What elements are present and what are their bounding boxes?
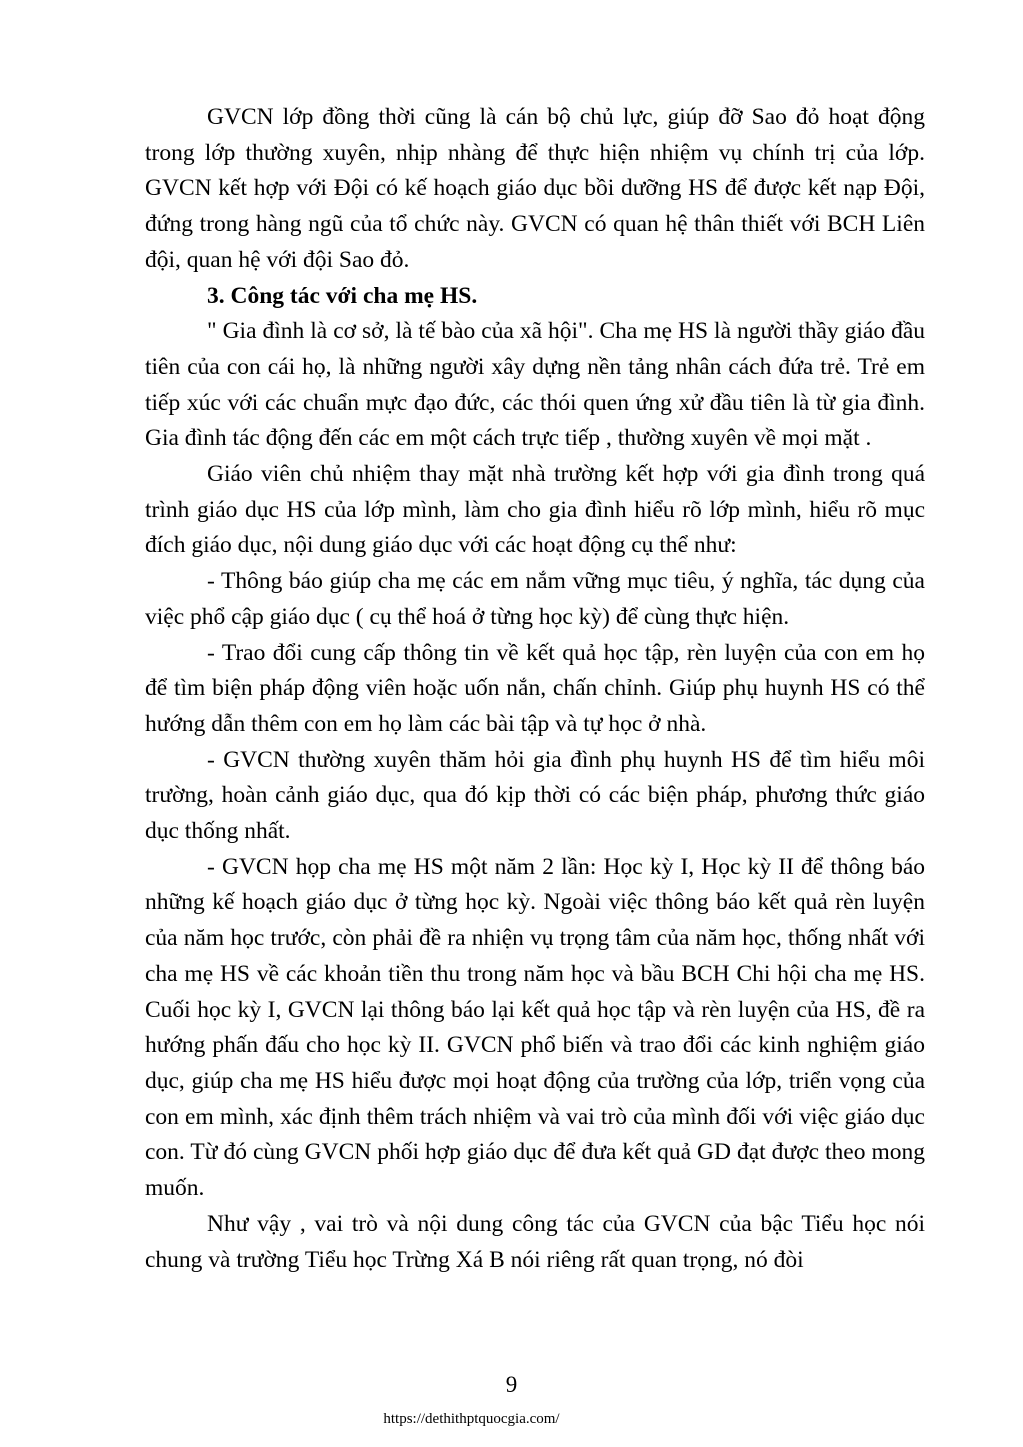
paragraph-gia-dinh: " Gia đình là cơ sở, là tế bào của xã hội". Cha mẹ HS là người thầy giáo đầu tiên của con cái họ, là những người xây dựng nền tảng nhân cách đứa trẻ. Trẻ em tiếp xúc với các chuẩn mực đạo đức, các thói quen ứng xử đầu tiên là từ gia đình. Gia đình tác động đến các em một cách trực tiếp , thường xuyên về mọi mặt . xyxy=(145,318,925,452)
list-item-thong-bao: - Thông báo giúp cha mẹ các em nắm vững mục tiêu, ý nghĩa, tác dụng của việc phổ cập giáo dục ( cụ thể hoá ở từng học kỳ) để cùng thực hiện. xyxy=(145,568,925,630)
list-item-hop-cha-me: - GVCN họp cha mẹ HS một năm 2 lần: Học kỳ I, Học kỳ II để thông báo những kế hoạch giáo dục ở từng học kỳ. Ngoài việc thông báo kết quả rèn luyện của năm học trước, còn phải đề ra nhiện vụ trọng tâm của năm học, thống nhất với cha mẹ HS về các khoản tiền thu trong năm học và bầu BCH Chi hội cha mẹ HS. Cuối học kỳ I, GVCN lại thông báo lại kết quả học tập và rèn luyện của HS, đề ra hướng phấn đấu cho học kỳ II. GVCN phổ biến và trao đổi các kinh nghiệm giáo dục, giúp cha mẹ HS hiểu được mọi hoạt động của trường của lớp, triển vọng của con em mình, xác định thêm trách nhiệm và vai trò của mình đối với việc giáo dục con. Từ đó cùng GVCN phối hợp giáo dục để đưa kết quả GD đạt được theo mong muốn. xyxy=(145,853,925,1202)
paragraph-gvcn-ket-hop: Giáo viên chủ nhiệm thay mặt nhà trường kết hợp với gia đình trong quá trình giáo dục HS của lớp mình, làm cho gia đình hiểu rõ lớp mình, hiểu rõ mục đích giáo dục, nội dung giáo dục với các hoạt động cụ thể như: xyxy=(145,461,925,559)
body-text xyxy=(145,100,925,1278)
paragraph-gvcn-sao-do: GVCN lớp đồng thời cũng là cán bộ chủ lực, giúp đỡ Sao đỏ hoạt động trong lớp thường xuyên, nhịp nhàng để thực hiện nhiệm vụ chính trị của lớp. GVCN kết hợp với Đội có kế hoạch giáo dục bồi dưỡng HS để được kết nạp Đội, đứng trong hàng ngũ của tổ chức này. GVCN có quan hệ thân thiết với BCH Liên đội, quan hệ với đội Sao đỏ. xyxy=(145,104,925,273)
list-item-tham-hoi: - GVCN thường xuyên thăm hỏi gia đình phụ huynh HS để tìm hiểu môi trường, hoàn cảnh giáo dục, qua đó kịp thời có các biện pháp, phương thức giáo dục thống nhất. xyxy=(145,746,925,845)
list-item-trao-doi: - Trao đổi cung cấp thông tin về kết quả học tập, rèn luyện của con em họ để tìm biện pháp động viên hoặc uốn nắn, chấn chỉnh. Giúp phụ huynh HS có thể hướng dẫn thêm con em họ làm các bài tập và tự học ở nhà. xyxy=(145,639,925,737)
paragraph-nhu-vay: Như vậy , vai trò và nội dung công tác của GVCN của bậc Tiểu học nói chung và trường Tiểu học Trừng Xá B nói riêng rất quan trọng, nó đòi xyxy=(145,1210,925,1273)
section-heading-cong-tac-cha-me: 3. Công tác với cha mẹ HS. xyxy=(207,282,478,309)
footer-url[interactable]: https://dethithptquocgia.com/ xyxy=(383,1411,560,1427)
page-number: 9 xyxy=(505,1372,518,1397)
